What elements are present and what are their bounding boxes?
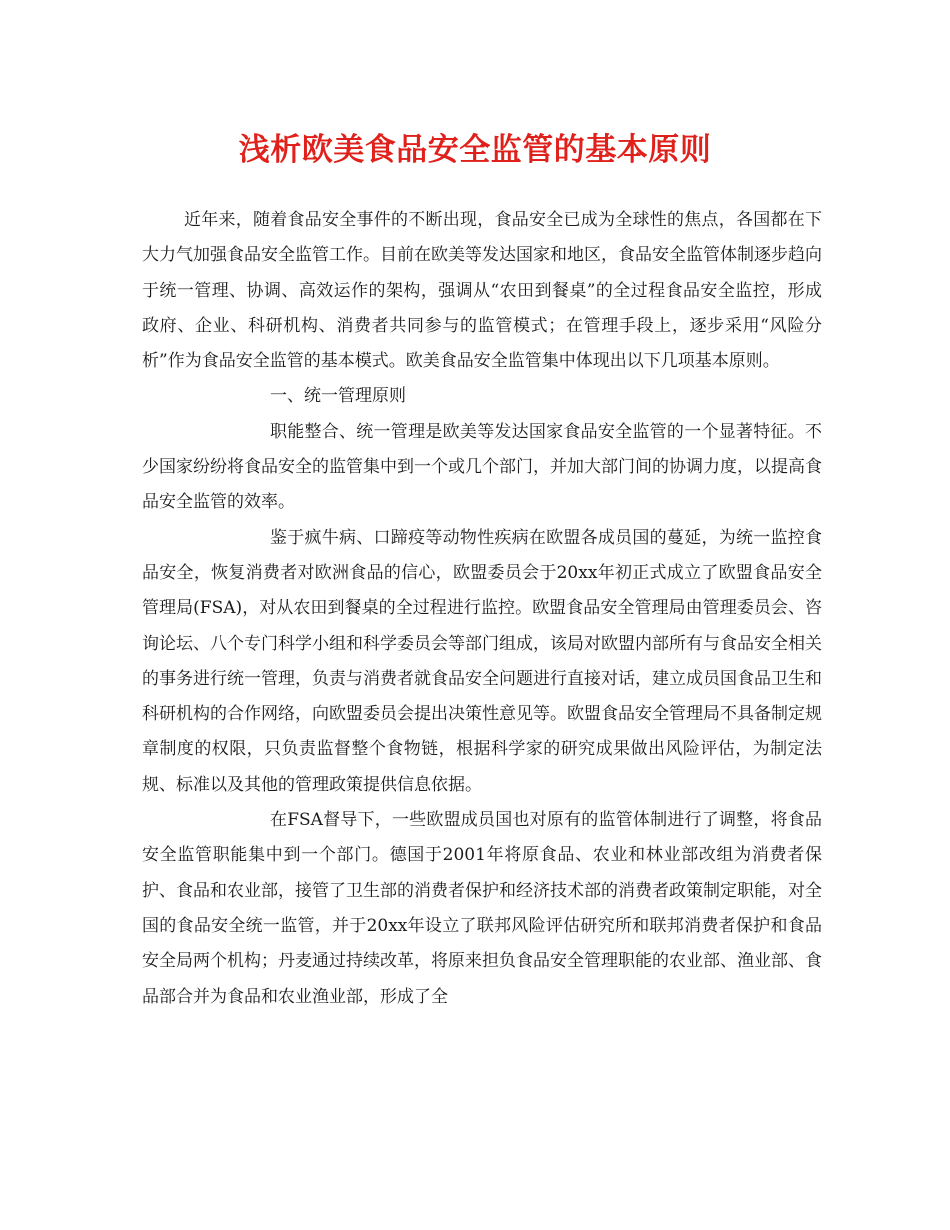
- paragraph-member-states: 在FSA督导下，一些欧盟成员国也对原有的监管体制进行了调整，将食品安全监管职能集中到一个部门。德国于2001年将原食品、农业和林业部改组为消费者保护、食品和农业部，接管了卫生部的消费者保护和经济技术部的消费者政策制定职能，对全国的食品安全统一监管，并于20xx年设立了联邦风险评估研究所和联邦消费者保护和食品安全局两个机构；丹麦通过持续改革，将原来担负食品安全管理职能的农业部、渔业部、食品部合并为食品和农业渔业部，形成了全: [142, 810, 822, 1007]
- section-heading-unified-management: 一、统一管理原则: [270, 386, 406, 407]
- paragraph-intro: 近年来，随着食品安全事件的不断出现，食品安全已成为全球性的焦点，各国都在下大力气加强食品安全监管工作。目前在欧美等发达国家和地区，食品安全监管体制逐步趋向于统一管理、协调、高效运作的架构，强调从“农田到餐桌”的全过程食品安全监控，形成政府、企业、科研机构、消费者共同参与的监管模式；在管理手段上，逐步采用“风险分析”作为食品安全监管的基本模式。欧美食品安全监管集中体现出以下几项基本原则。: [142, 210, 822, 372]
- paragraph-eu-fsa: 鉴于疯牛病、口蹄疫等动物性疾病在欧盟各成员国的蔓延，为统一监控食品安全，恢复消费者对欧洲食品的信心，欧盟委员会于20xx年初正式成立了欧盟食品安全管理局(FSA)，对从农田到餐桌的全过程进行监控。欧盟食品安全管理局由管理委员会、咨询论坛、八个专门科学小组和科学委员会等部门组成，该局对欧盟内部所有与食品安全相关的事务进行统一管理，负责与消费者就食品安全问题进行直接对话，建立成员国食品卫生和科研机构的合作网络，向欧盟委员会提出决策性意见等。欧盟食品安全管理局不具备制定规章制度的权限，只负责监督整个食物链，根据科学家的研究成果做出风险评估，为制定法规、标准以及其他的管理政策提供信息依据。: [142, 527, 822, 795]
- paragraph-function-integration: 职能整合、统一管理是欧美等发达国家食品安全监管的一个显著特征。不少国家纷纷将食品安全的监管集中到一个或几个部门，并加大部门间的协调力度，以提高食品安全监管的效率。: [142, 421, 822, 513]
- document-title: 浅析欧美食品安全监管的基本原则: [238, 132, 712, 168]
- document-body: [142, 203, 822, 1015]
